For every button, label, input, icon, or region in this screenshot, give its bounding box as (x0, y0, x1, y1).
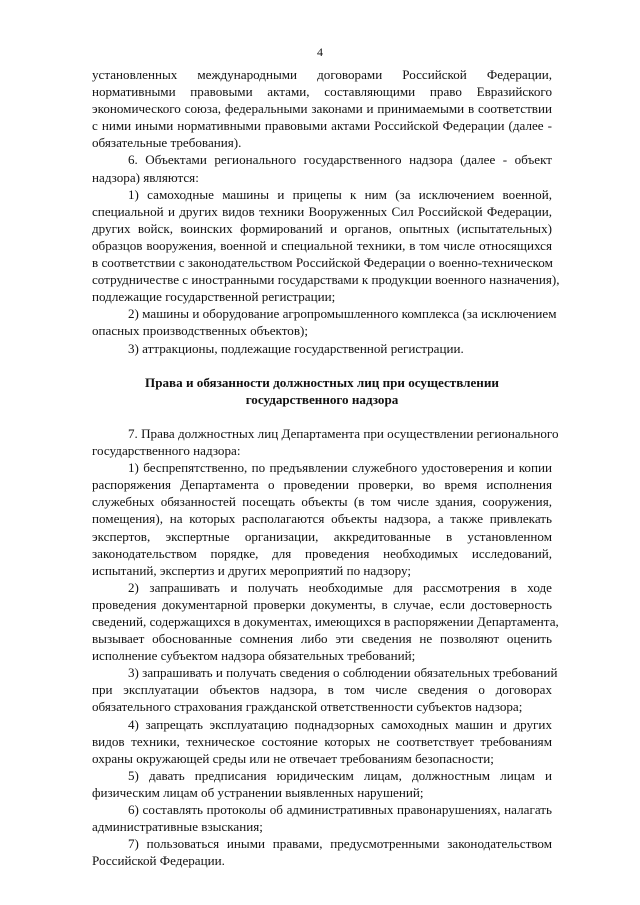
paragraph (92, 767, 552, 801)
text-line: установленных международными договорами Российской Федерации, (92, 67, 552, 82)
text-line: 7. Права должностных лиц Департамента при осуществлении регионального (128, 425, 559, 441)
section-heading (92, 374, 552, 408)
text-line: помещения), на которых располагаются объекты надзора, а также привлекать (92, 511, 552, 527)
paragraph (92, 425, 559, 459)
text-line: обязательного страхования гражданской ответственности субъектов надзора; (92, 699, 523, 715)
text-line: сотрудничестве с иностранными государствами к продукции военного назначения), (92, 272, 560, 288)
text-line: Российской Федерации. (92, 853, 225, 869)
text-line: 4) запрещать эксплуатацию поднадзорных самоходных машин и других (128, 716, 552, 732)
paragraph (92, 151, 552, 185)
heading-line: государственного надзора (245, 391, 399, 407)
text-line: 2) запрашивать и получать необходимые для рассмотрения в ходе (128, 579, 552, 595)
text-line: 7) пользоваться иными правами, предусмотренными законодательством (128, 836, 552, 852)
paragraph (92, 801, 552, 835)
paragraph (92, 664, 558, 715)
text-line: других войск, воинских формирований и органов, опытных (испытательных) (92, 220, 552, 236)
text-line: государственного надзора: (92, 443, 241, 459)
text-line: подлежащие государственной регистрации; (92, 289, 336, 305)
document-body (92, 66, 560, 869)
text-line: 3) запрашивать и получать сведения о соблюдении обязательных требований (128, 665, 558, 681)
text-line: специальной и других видов техники Вооруженных Сил Российской Федерации, (92, 203, 552, 219)
text-line: при эксплуатации объектов надзора, в том числе сведения о договорах (92, 682, 552, 698)
text-line: образцов вооружения, военной и специальной техники, в том числе относящихся (92, 237, 552, 253)
text-line: испытаний, экспертиз и других мероприятий по надзору; (92, 562, 412, 578)
text-line: нормативными правовыми актами, составляющими право Евразийского (92, 84, 552, 100)
text-line: 3) аттракционы, подлежащие государственной регистрации. (128, 340, 464, 356)
paragraph (92, 579, 559, 664)
text-line: экономического союза, федеральными законами и принимаемыми в соответствии (92, 101, 552, 117)
text-line: видов техники, техническое состояние которых не соответствует требованиям (92, 733, 552, 749)
text-line: обязательные требования). (92, 135, 242, 151)
text-line: 1) самоходные машины и прицепы к ним (за исключением военной, (128, 186, 552, 202)
text-line: 1) беспрепятственно, по предъявлении служебного удостоверения и копии (128, 460, 552, 476)
text-line: охраны окружающей среды или не отвечает требованиям безопасности; (92, 750, 494, 766)
page-number: 4 (317, 45, 323, 59)
text-line: опасных производственных объектов); (92, 323, 309, 339)
spacer (92, 408, 552, 425)
text-line: 6) составлять протоколы об административных правонарушениях, налагать (128, 802, 552, 818)
paragraph (92, 66, 552, 151)
spacer (92, 357, 552, 374)
text-line: вызывает обоснованные сомнения либо эти сведения не позволяют оценить (92, 631, 552, 647)
text-line: 5) давать предписания юридическим лицам, должностным лицам и (128, 767, 552, 783)
text-line: сведений, содержащихся в документах, имеющихся в распоряжении Департамента, (92, 614, 559, 629)
heading-line: Права и обязанности должностных лиц при осуществлении (145, 374, 499, 390)
paragraph (92, 186, 560, 306)
text-line: надзора) являются: (92, 169, 199, 185)
text-line: экспертов, экспертные организации, аккредитованные в установленном (92, 528, 552, 544)
paragraph (92, 459, 552, 579)
paragraph (92, 305, 557, 339)
text-line: законодательством порядке, для проведения необходимых исследований, (92, 545, 552, 561)
paragraph (92, 835, 552, 869)
text-line: исполнение субъектом надзора обязательных требований; (92, 648, 416, 664)
text-line: с ними иными нормативными правовыми актами Российской Федерации (далее - (92, 118, 552, 134)
text-line: 2) машины и оборудование агропромышленного комплекса (за исключением (128, 306, 557, 322)
text-line: распоряжения Департамента о проведении проверки, во время исполнения (92, 477, 552, 493)
text-line: в соответствии с законодательством Российской Федерации о военно-техническом (92, 255, 553, 271)
text-line: проведения документарной проверки документы, в случае, если достоверность (92, 596, 552, 612)
text-line: административные взыскания; (92, 819, 263, 835)
paragraph (92, 340, 552, 357)
text-line: служебных обязанностей посещать объекты (в том числе здания, сооружения, (92, 494, 552, 510)
text-line: 6. Объектами регионального государственного надзора (далее - объект (128, 152, 552, 168)
text-line: физическим лицам об устранении выявленных нарушений; (92, 784, 424, 800)
paragraph (92, 716, 552, 767)
